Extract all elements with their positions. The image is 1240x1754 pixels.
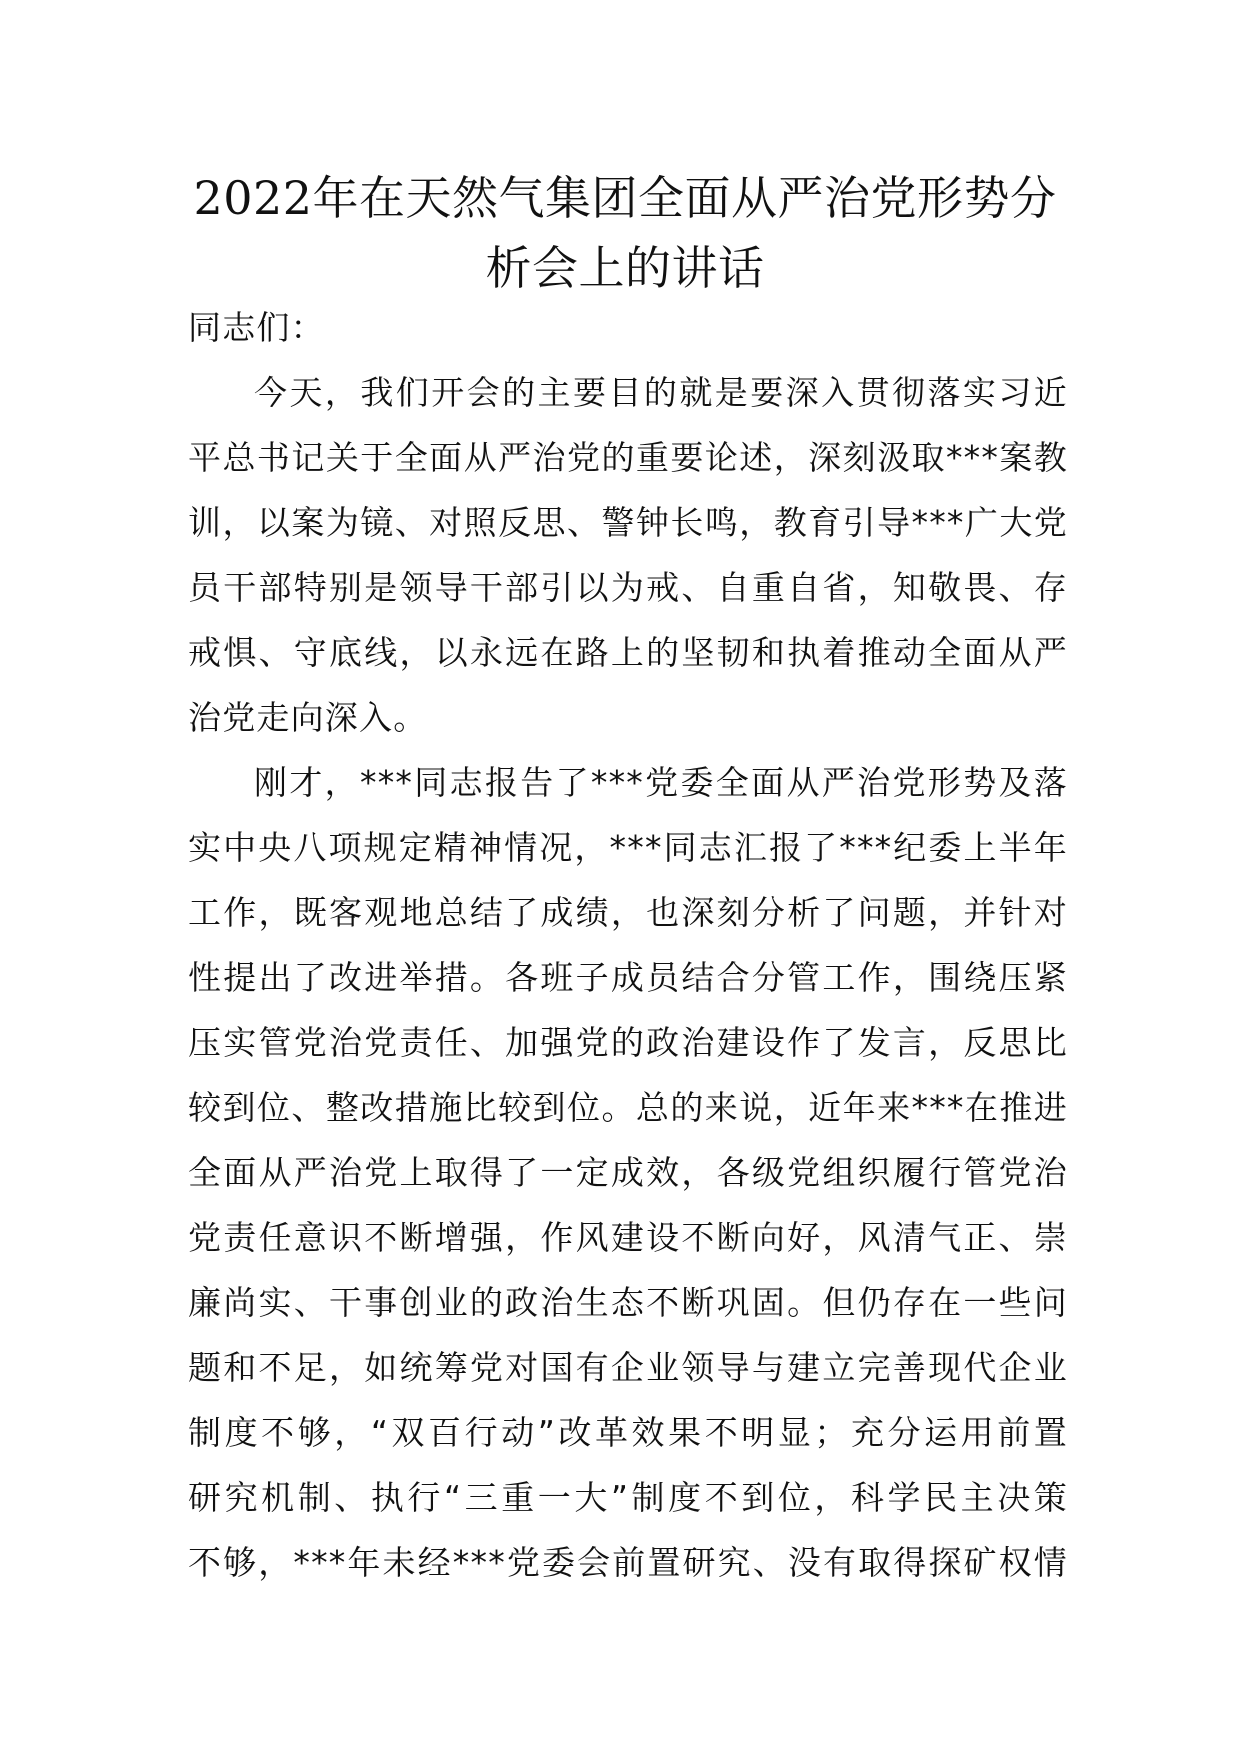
salutation: 同志们：	[188, 308, 325, 347]
paragraph-line: 较到位、整改措施比较到位。总的来说，近年来***在推进	[188, 1088, 1068, 1127]
paragraph-line: 今天，我们开会的主要目的就是要深入贯彻落实习近	[254, 373, 1068, 412]
paragraph-line: 全面从严治党上取得了一定成效，各级党组织履行管党治	[188, 1153, 1068, 1192]
document-title	[185, 163, 1065, 303]
paragraph-line: 压实管党治党责任、加强党的政治建设作了发言，反思比	[188, 1023, 1068, 1062]
paragraph-line: 研究机制、执行“三重一大”制度不到位，科学民主决策	[188, 1478, 1068, 1517]
paragraph-line: 题和不足，如统筹党对国有企业领导与建立完善现代企业	[188, 1348, 1068, 1387]
paragraph-line: 实中央八项规定精神情况，***同志汇报了***纪委上半年	[188, 828, 1068, 867]
paragraph-2	[188, 750, 1068, 1595]
paragraph-line: 工作，既客观地总结了成绩，也深刻分析了问题，并针对	[188, 893, 1068, 932]
paragraph-line: 员干部特别是领导干部引以为戒、自重自省，知敬畏、存	[188, 568, 1068, 607]
paragraph-line: 治党走向深入。	[188, 698, 428, 737]
title-line-1: 2022年在天然气集团全面从严治党形势分	[193, 171, 1057, 225]
paragraph-line: 刚才，***同志报告了***党委全面从严治党形势及落	[254, 763, 1068, 802]
paragraph-line: 党责任意识不断增强，作风建设不断向好，风清气正、崇	[188, 1218, 1068, 1257]
paragraph-line: 戒惧、守底线，以永远在路上的坚韧和执着推动全面从严	[188, 633, 1068, 672]
paragraph-line: 不够，***年未经***党委会前置研究、没有取得探矿权情	[188, 1543, 1068, 1582]
paragraph-line: 性提出了改进举措。各班子成员结合分管工作，围绕压紧	[188, 958, 1068, 997]
paragraph-line: 平总书记关于全面从严治党的重要论述，深刻汲取***案教	[188, 438, 1068, 477]
paragraph-line: 训，以案为镜、对照反思、警钟长鸣，教育引导***广大党	[188, 503, 1068, 542]
paragraph-line: 廉尚实、干事创业的政治生态不断巩固。但仍存在一些问	[188, 1283, 1068, 1322]
document-body	[188, 295, 1068, 1595]
paragraph-1	[188, 360, 1068, 750]
title-line-2: 析会上的讲话	[485, 241, 765, 295]
paragraph-line: 制度不够，“双百行动”改革效果不明显；充分运用前置	[188, 1413, 1068, 1452]
